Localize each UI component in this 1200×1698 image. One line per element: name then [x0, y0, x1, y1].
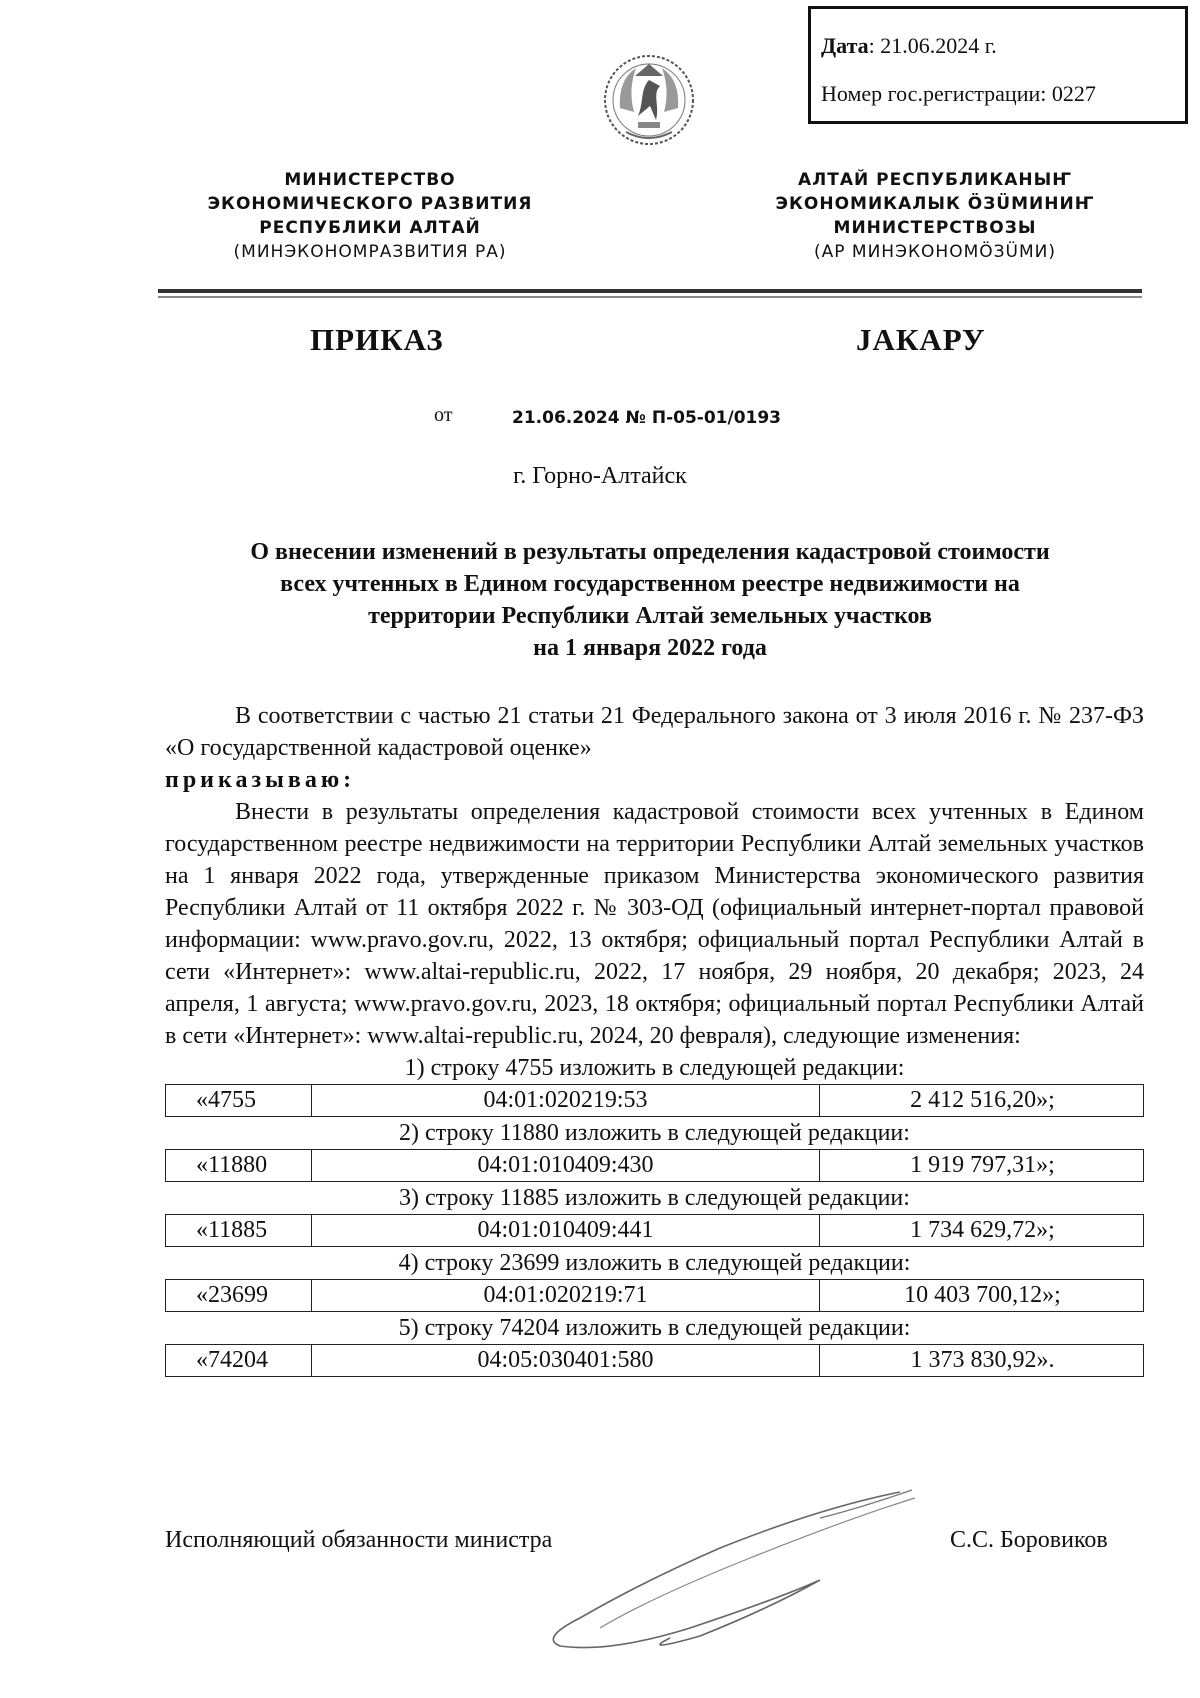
order-word: приказываю:	[165, 767, 356, 793]
order-date-number: 21.06.2024 № П-05-01/0193	[512, 408, 782, 428]
registration-date-label: Дата	[821, 33, 869, 58]
registration-number-label: Номер гос.регистрации	[821, 81, 1041, 106]
cadastral-number-cell: 04:05:030401:580	[311, 1345, 819, 1376]
row-number-cell: «23699	[196, 1282, 268, 1308]
registration-date	[821, 35, 997, 57]
signatory-name: С.С. Боровиков	[950, 1527, 1108, 1553]
ministry-line: МИНИСТЕРСТВОЗЫ	[833, 218, 1037, 238]
subject-line: на 1 января 2022 года	[533, 635, 767, 661]
ministry-line: АЛТАЙ РЕСПУБЛИКАНЫҤ	[798, 170, 1072, 190]
order-from-label: от	[434, 404, 453, 426]
cadastral-number-cell: 04:01:020219:71	[311, 1280, 819, 1311]
ministry-line: ЭКОНОМИКАЛЫК ÖЗÜМИНИҤ	[775, 194, 1095, 214]
handwritten-signature	[520, 1488, 920, 1653]
amendment-table-row	[165, 1214, 1144, 1247]
amendment-item	[165, 1182, 1144, 1247]
cadastral-cost-cell: 1 373 830,92».	[819, 1345, 1145, 1376]
cadastral-cost-cell: 1 734 629,72»;	[819, 1215, 1145, 1246]
registration-date-value: : 21.06.2024 г.	[868, 33, 997, 58]
amendments-list	[165, 1052, 1144, 1377]
cadastral-cost-cell: 2 412 516,20»;	[819, 1085, 1145, 1116]
ministry-abbreviation: (АР МИНЭКОНОМÖЗÜМИ)	[814, 242, 1056, 262]
header-divider-thin	[158, 296, 1142, 298]
ministry-line: МИНИСТЕРСТВО	[284, 170, 456, 190]
cadastral-cost-cell: 10 403 700,12»;	[819, 1280, 1145, 1311]
subject-line: территории Республики Алтай земельных участков	[368, 603, 932, 629]
amendment-table-row	[165, 1344, 1144, 1377]
subject-line: всех учтенных в Едином государственном реестре недвижимости на	[280, 571, 1020, 597]
main-paragraph: Внести в результаты определения кадастровой стоимости всех учтенных в Едином государственном реестре недвижимости на территории Республики Алтай земельных участков на 1 января 2022 года, утвержденные приказом Министерства экономического развития Республики Алтай от 11 октября 2022 г. № 303-ОД (официальный интернет-портал правовой информации: www.pravo.gov.ru, 2022, 13 октября; официальный портал Республики Алтай в сети «Интернет»: www.altai-republic.ru, 2022, 17 ноября, 29 ноября, 20 декабря; 2023, 24 апреля, 1 августа; www.pravo.gov.ru, 2023, 18 октября; официальный портал Республики Алтай в сети «Интернет»: www.altai-republic.ru, 2024, 20 февраля), следующие изменения:	[165, 799, 1145, 1049]
order-city: г. Горно-Алтайск	[513, 463, 687, 489]
ministry-abbreviation: (МИНЭКОНОМРАЗВИТИЯ РА)	[233, 242, 507, 262]
order-subject	[150, 536, 1150, 664]
ministry-name-altai	[735, 168, 1135, 264]
amendment-table-row	[165, 1084, 1144, 1117]
amendment-table-row	[165, 1279, 1144, 1312]
ministry-line: РЕСПУБЛИКИ АЛТАЙ	[259, 218, 481, 238]
cadastral-number-cell: 04:01:010409:430	[311, 1150, 819, 1181]
row-number-cell: «74204	[196, 1347, 268, 1373]
preamble-paragraph: В соответствии с частью 21 статьи 21 Федерального закона от 3 июля 2016 г. № 237-ФЗ «О государственной кадастровой оценке»	[165, 703, 1144, 761]
amendment-item	[165, 1247, 1144, 1312]
registration-stamp	[808, 6, 1188, 124]
registration-number-value: : 0227	[1040, 81, 1096, 106]
ministry-name-russian	[170, 168, 570, 264]
amendment-label: 1) строку 4755 изложить в следующей редакции:	[404, 1055, 905, 1081]
amendment-item	[165, 1312, 1144, 1377]
amendment-label: 3) строку 11885 изложить в следующей редакции:	[399, 1185, 910, 1211]
document-type-russian: ПРИКАЗ	[310, 322, 444, 357]
cadastral-number-cell: 04:01:020219:53	[311, 1085, 819, 1116]
amendment-label: 4) строку 23699 изложить в следующей редакции:	[398, 1250, 911, 1276]
document-type-altai: JАКАРУ	[856, 322, 986, 357]
order-body	[165, 700, 1144, 1377]
subject-line: О внесении изменений в результаты определения кадастровой стоимости	[250, 539, 1050, 565]
amendment-label: 5) строку 74204 изложить в следующей редакции:	[398, 1315, 911, 1341]
amendment-label: 2) строку 11880 изложить в следующей редакции:	[399, 1120, 910, 1146]
signatory-position: Исполняющий обязанности министра	[165, 1527, 553, 1553]
header-divider	[158, 289, 1142, 293]
coat-of-arms-emblem	[600, 50, 698, 150]
row-number-cell: «4755	[196, 1087, 256, 1113]
cadastral-cost-cell: 1 919 797,31»;	[819, 1150, 1145, 1181]
registration-number	[821, 83, 1096, 105]
row-number-cell: «11880	[196, 1152, 268, 1178]
amendment-item	[165, 1052, 1144, 1117]
amendment-item	[165, 1117, 1144, 1182]
amendment-table-row	[165, 1149, 1144, 1182]
row-number-cell: «11885	[196, 1217, 268, 1243]
cadastral-number-cell: 04:01:010409:441	[311, 1215, 819, 1246]
ministry-line: ЭКОНОМИЧЕСКОГО РАЗВИТИЯ	[207, 194, 533, 214]
